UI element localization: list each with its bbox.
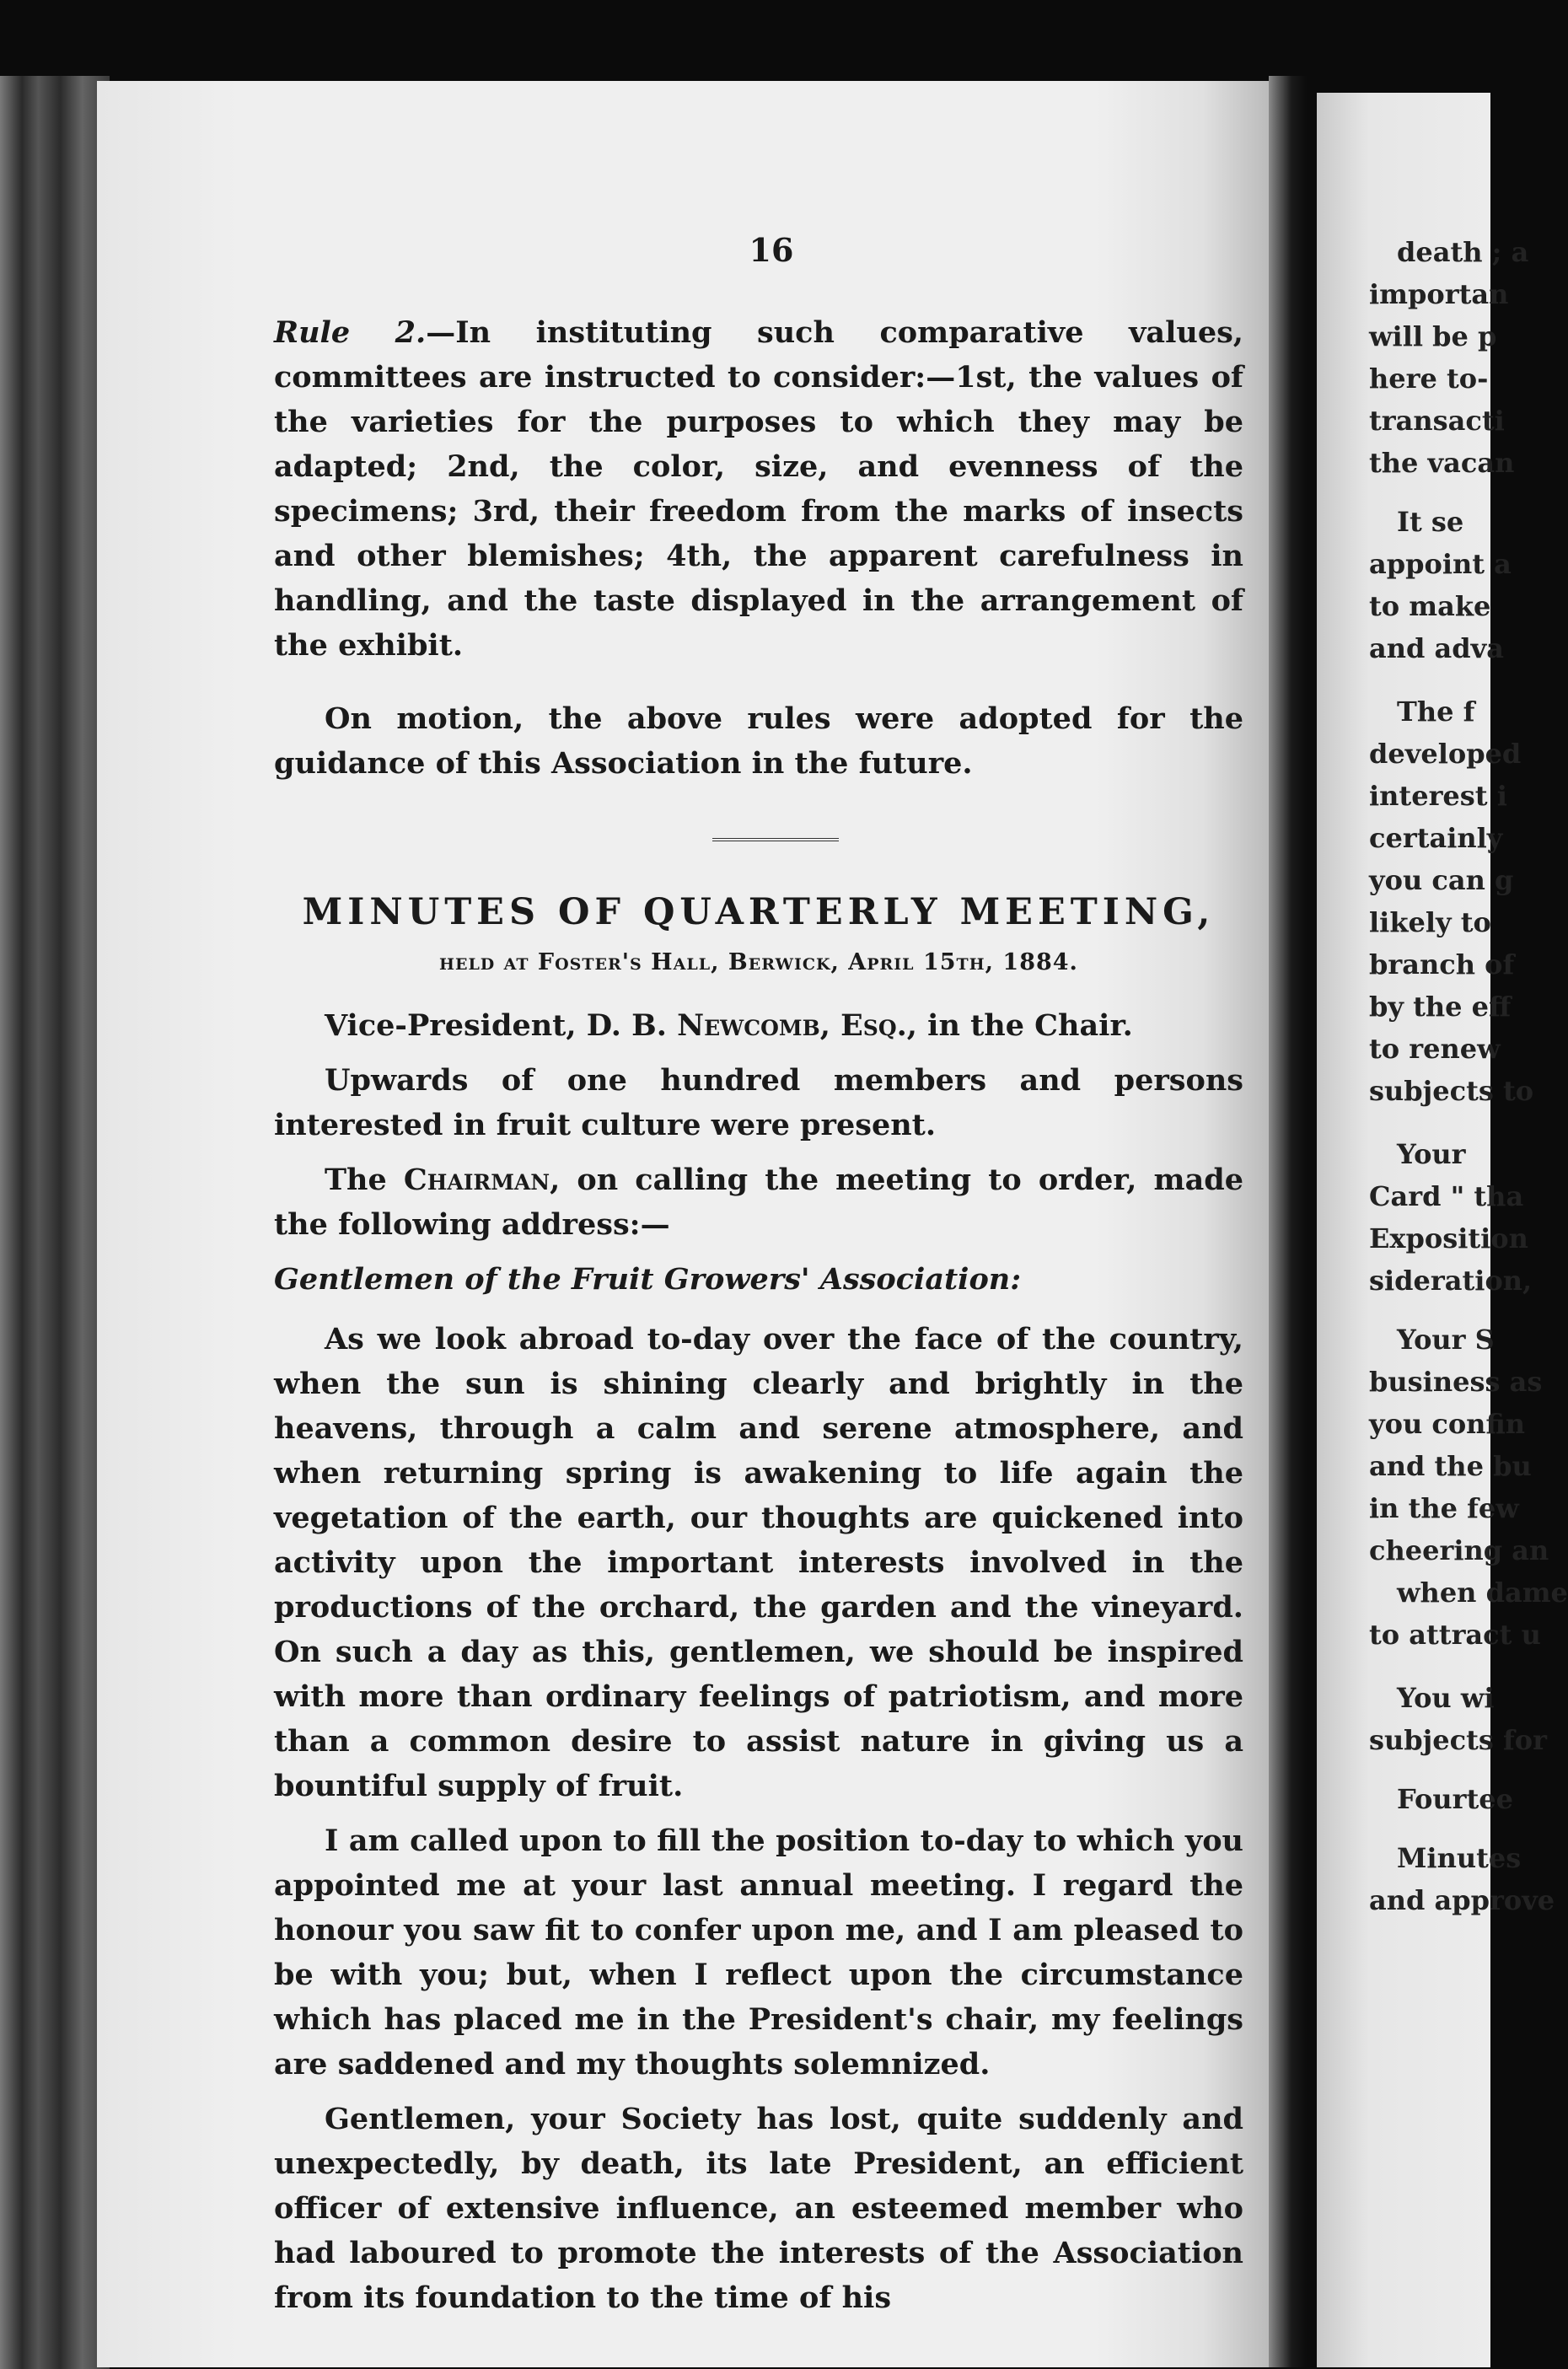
right-page-line: to attract u — [1369, 1619, 1541, 1651]
rule-2-text: —In instituting such comparative values, committees are instructed to consider:—1st, the values of the varieties for the purposes to which they may be adapted; 2nd, the color, size, and evenness of the specimens; 3rd, their freedom from the marks of insects and other blemishes; 4th, the apparent carefulness in handling, and the taste displayed in the arrangement of the exhibit. — [274, 315, 1243, 663]
right-page-line: Your — [1397, 1138, 1466, 1170]
right-page-line: business as — [1369, 1366, 1543, 1398]
right-page-line: and the bu — [1369, 1450, 1532, 1482]
page-number: 16 — [749, 231, 794, 269]
rule-2-label: Rule 2. — [274, 315, 427, 350]
right-page-line: will be p — [1369, 320, 1497, 352]
right-page-line: Exposition — [1369, 1222, 1528, 1254]
right-page-line: by the eff — [1369, 991, 1512, 1023]
right-page-line: and adva — [1369, 632, 1504, 664]
right-page-line: The f — [1397, 696, 1475, 728]
chair-prefix: Vice-President, — [325, 1008, 587, 1043]
right-page-line: to make — [1369, 590, 1491, 622]
right-page-line: Card " tha — [1369, 1180, 1524, 1212]
right-page-line: subjects to — [1369, 1075, 1534, 1107]
right-page-line: to renew — [1369, 1033, 1501, 1065]
right-page-line: interest i — [1369, 780, 1507, 812]
page-gutter — [1269, 76, 1307, 2367]
right-page-line: Fourtee — [1397, 1783, 1513, 1815]
right-page-line: appoint a — [1369, 548, 1512, 580]
book-spine — [0, 76, 110, 2369]
right-page-line: here to- — [1369, 363, 1489, 395]
address-paragraph-1: As we look abroad to-day over the face of the country, when the sun is shining clearly and brightly in the heavens, through a calm and serene atmosphere, and when returning spring is awakening to life again the vegetation of the earth, our thoughts are quickened into activity upon the important interests involved in the productions of the orchard, the garden and the vineyard. On such a day as this, gentlemen, we should be inspired with more than ordinary feelings of patriotism, and more than a common desire to assist nature in giving us a bountiful supply of fruit. — [274, 1322, 1243, 1803]
right-page-line: Your S — [1397, 1324, 1495, 1356]
address-paragraph-2: I am called upon to fill the position to-day to which you appointed me at your last annual meeting. I regard the honour you saw fit to confer upon me, and I am pleased to be with you; but, when I reflect upon the circumstance which has placed me in the President's chair, my feelings are saddened and my thoughts solemnized. — [274, 1824, 1243, 2082]
right-page-line: likely to — [1369, 906, 1491, 938]
salutation: Gentlemen of the Fruit Growers' Association: — [274, 1262, 1022, 1297]
minutes-subheading: held at Foster's Hall, Berwick, April 15th, 1884. — [439, 949, 1078, 975]
right-page-line: death ; a — [1397, 236, 1529, 268]
right-page-line: the vacan — [1369, 447, 1515, 479]
right-page-line: It se — [1397, 506, 1464, 538]
right-page-line: you can g — [1369, 864, 1514, 896]
right-page-line: when dame — [1397, 1577, 1568, 1609]
right-page-line: developed — [1369, 738, 1522, 770]
right-page-line: transacti — [1369, 405, 1505, 437]
chairman-intro — [274, 1158, 1243, 1247]
right-page-line: and approve — [1369, 1884, 1555, 1916]
chair-suffix: , in the Chair. — [906, 1008, 1133, 1043]
minutes-heading: MINUTES OF QUARTERLY MEETING, — [302, 891, 1216, 933]
chair-name: D. B. Newcomb, Esq. — [586, 1008, 907, 1043]
right-page-line: You wi — [1397, 1682, 1495, 1714]
attendance-paragraph: Upwards of one hundred members and persons interested in fruit culture were present. — [274, 1063, 1243, 1142]
right-page-fragment — [1317, 93, 1568, 2367]
right-page-line: certainly — [1369, 822, 1503, 854]
right-page-line: in the few — [1369, 1492, 1519, 1524]
chairman-intro-suffix: , on calling the meeting to order, made the following address:— — [274, 1163, 1243, 1242]
motion-paragraph: On motion, the above rules were adopted for the guidance of this Association in the future. — [274, 701, 1243, 781]
right-page-line: Minutes — [1397, 1842, 1522, 1874]
section-divider — [712, 838, 839, 841]
chairman-title: Chairman — [403, 1163, 550, 1197]
rule-2-paragraph — [274, 310, 1243, 668]
right-page-line: you confin — [1369, 1408, 1525, 1440]
right-page-line: branch of — [1369, 948, 1515, 980]
chair-line — [274, 1003, 1243, 1048]
right-page-line: importan — [1369, 278, 1509, 310]
right-page-line: cheering an — [1369, 1534, 1549, 1566]
page-content — [274, 228, 1243, 2330]
right-page-line: subjects for — [1369, 1724, 1547, 1756]
chairman-intro-prefix: The — [325, 1163, 404, 1197]
address-paragraph-3: Gentlemen, your Society has lost, quite suddenly and unexpectedly, by death, its late President, an efficient officer of extensive influence, an esteemed member who had laboured to promote the interests of the Association from its foundation to the time of his — [274, 2102, 1243, 2315]
right-page-line: sideration, — [1369, 1265, 1533, 1297]
